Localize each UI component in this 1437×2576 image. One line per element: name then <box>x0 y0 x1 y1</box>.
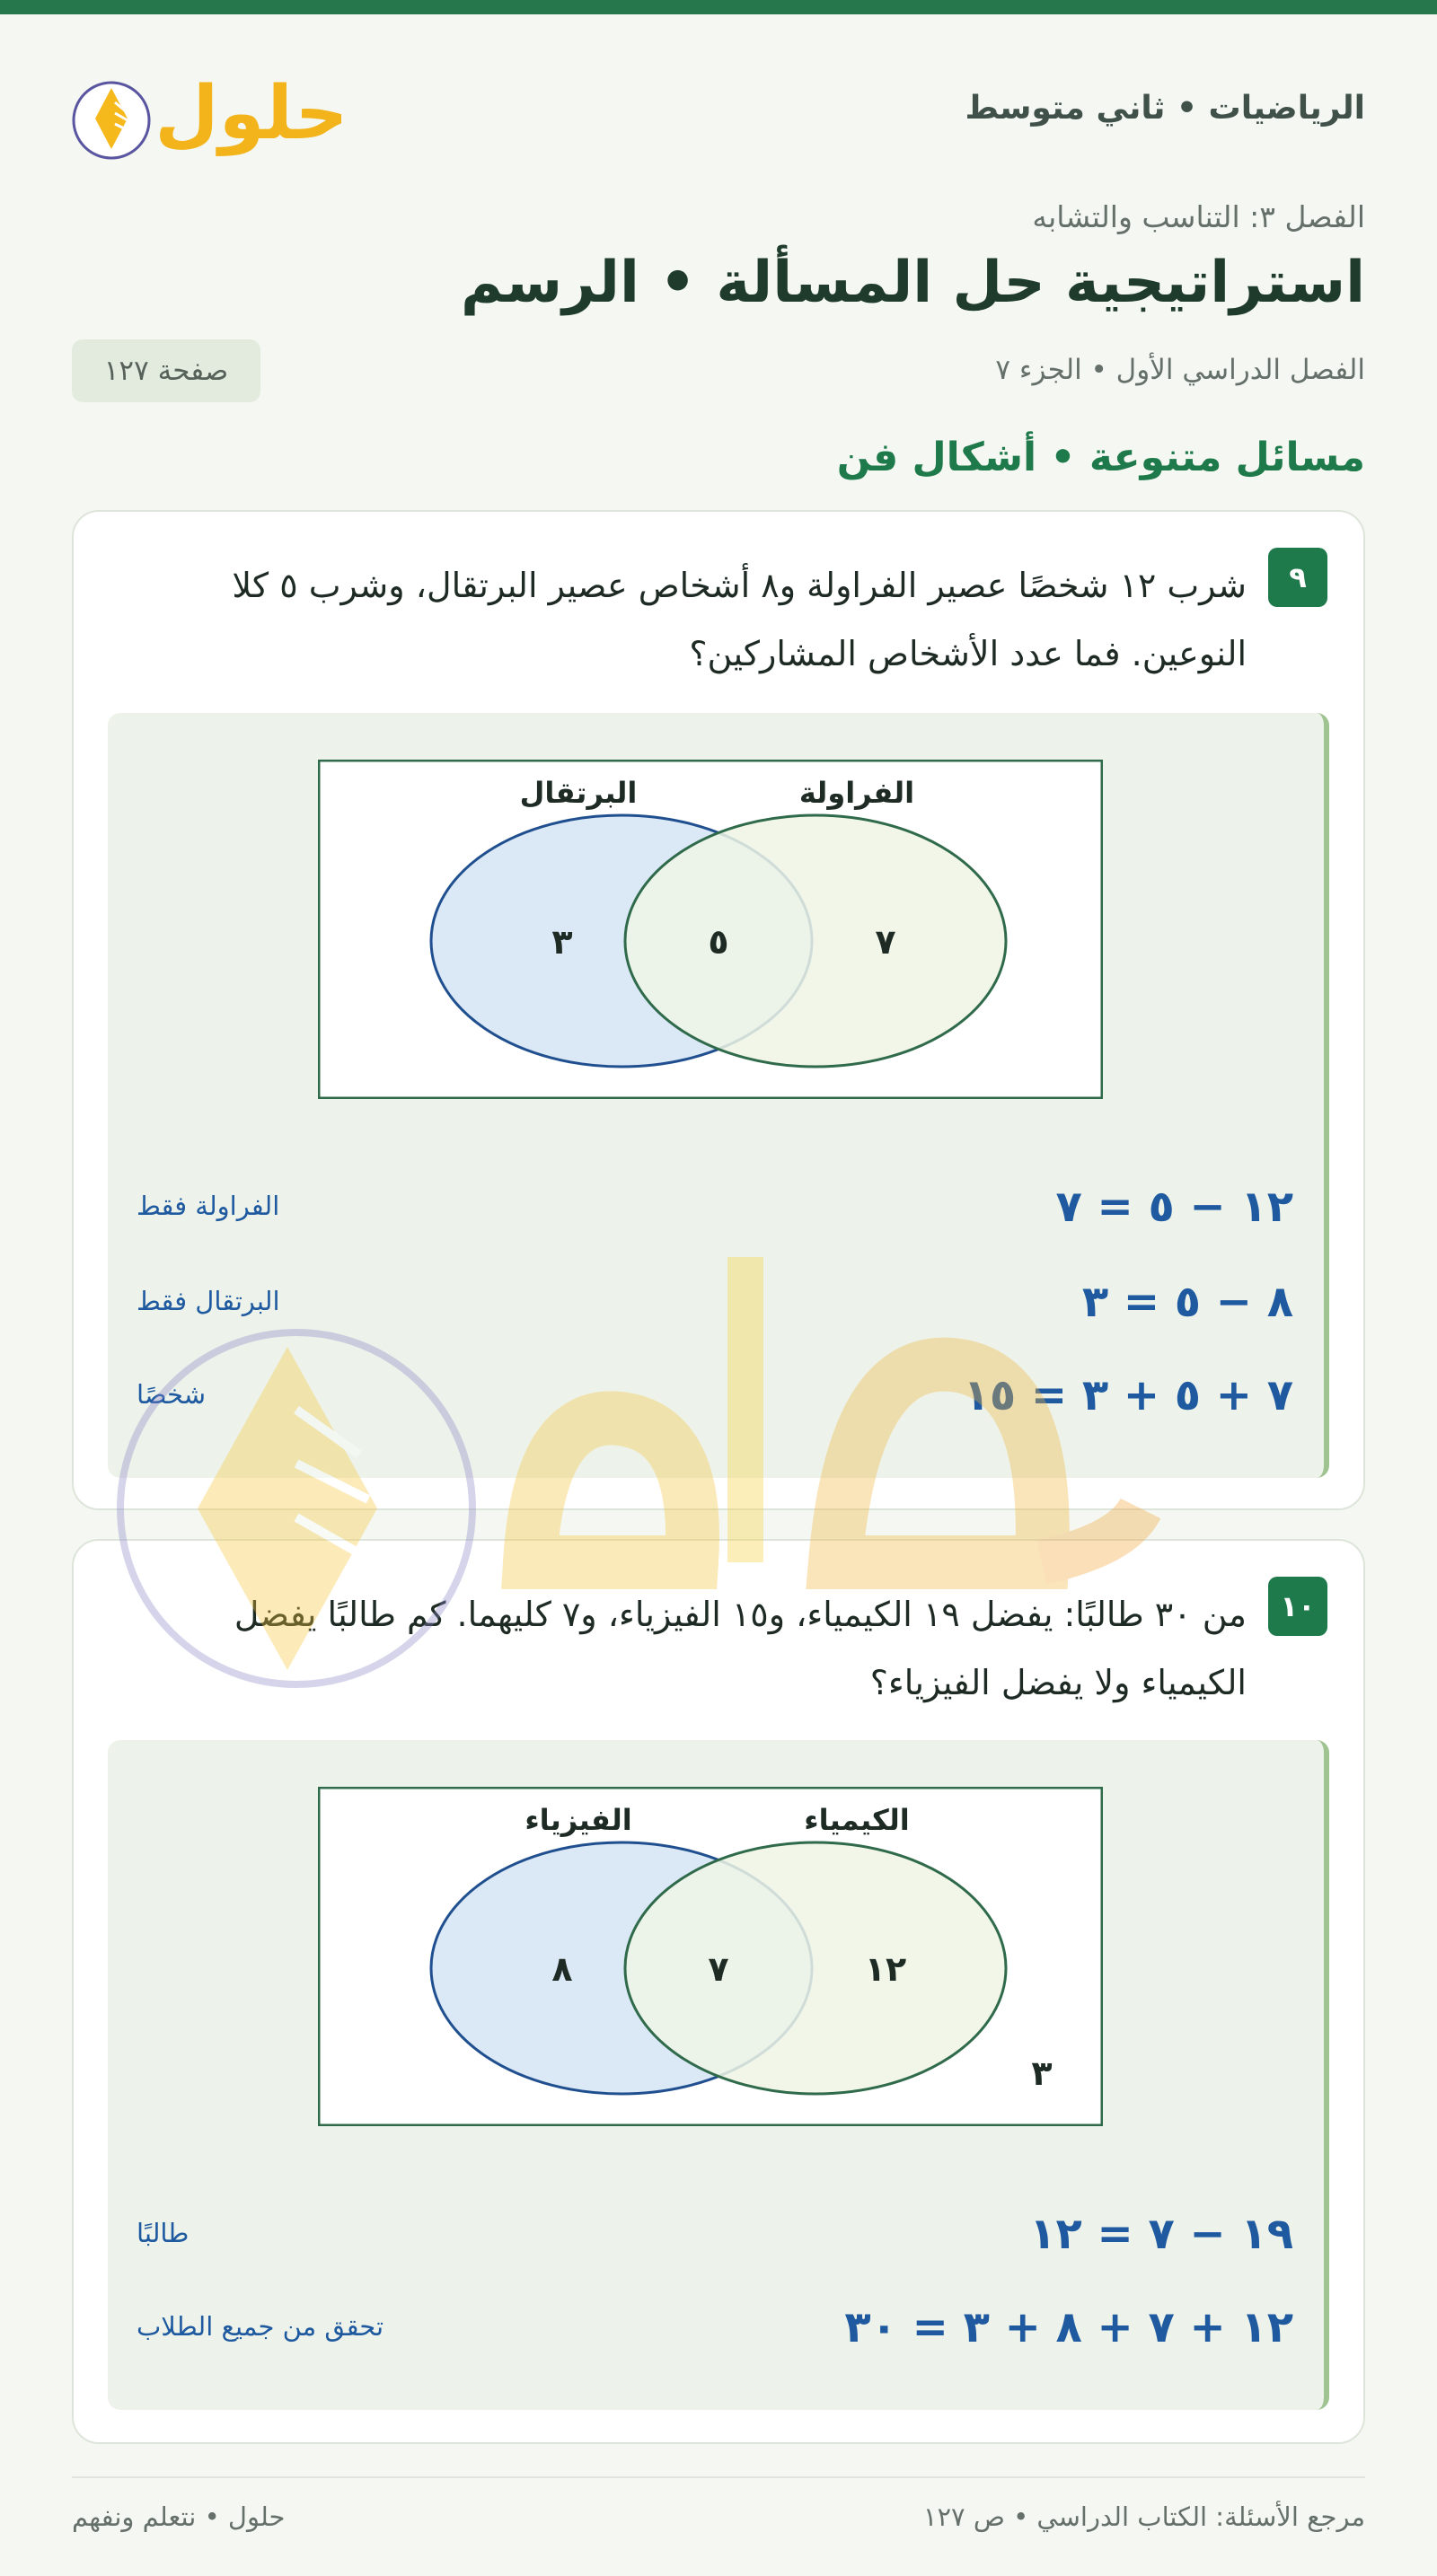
term-label: الفصل الدراسي الأول • الجزء ٧ <box>995 354 1365 386</box>
footer-reference: مرجع الأسئلة: الكتاب الدراسي • ص ١٢٧ <box>922 2501 1365 2532</box>
page-number-badge: صفحة ١٢٧ <box>72 339 260 402</box>
solution-panel <box>108 1740 1329 2410</box>
solution-note: شخصًا <box>137 1379 207 1410</box>
venn-both-value: ٧ <box>708 1949 729 1989</box>
problem-question: من ٣٠ طالبًا: يفضل ١٩ الكيمياء، و١٥ الفيزياء، و٧ كليهما. كم طالبًا يفضل الكيمياء ولا يفضل الفيزياء؟ <box>234 1595 1247 1702</box>
venn-right-label: الفراولة <box>798 776 915 810</box>
brand-logo[interactable] <box>72 59 341 167</box>
problem-number: ١٠ <box>1268 1577 1327 1636</box>
subject-label: الرياضيات • ثاني متوسط <box>965 90 1365 127</box>
venn-left-label: البرتقال <box>519 776 638 810</box>
logo-icon <box>72 59 341 167</box>
problem-card-9 <box>72 510 1365 1510</box>
venn-right-label: الكيمياء <box>804 1803 910 1837</box>
venn-right-circle <box>625 815 1006 1067</box>
problem-number: ٩ <box>1268 548 1327 607</box>
venn-both-value: ٥ <box>708 922 729 962</box>
problem-question: شرب ١٢ شخصًا عصير الفراولة و٨ أشخاص عصير البرتقال، وشرب ٥ كلا النوعين. فما عدد الأشخاص المشاركين؟ <box>232 566 1247 673</box>
venn-outside-value: ٣ <box>1031 2053 1053 2093</box>
solution-equation: ٨ − ٥ = ٣ <box>1081 1277 1293 1327</box>
footer-divider <box>72 2476 1365 2478</box>
solution-note: الفراولة فقط <box>137 1191 280 1221</box>
venn-diagram <box>318 1787 1103 2126</box>
solution-equation: ١٩ − ٧ = ١٢ <box>1029 2209 1293 2259</box>
venn-right-only-value: ٧ <box>875 922 896 962</box>
page-header <box>72 54 1365 171</box>
chapter-label: الفصل ٣: التناسب والتشابه <box>1032 199 1365 234</box>
venn-right-circle <box>625 1842 1006 2094</box>
solution-note: البرتقال فقط <box>137 1286 280 1316</box>
venn-diagram <box>318 760 1103 1099</box>
solution-note: تحقق من جميع الطلاب <box>137 2311 384 2342</box>
problem-card-10 <box>72 1539 1365 2444</box>
solution-panel <box>108 713 1329 1478</box>
venn-left-only-value: ٨ <box>551 1949 573 1989</box>
venn-left-only-value: ٣ <box>551 922 573 962</box>
top-accent-bar <box>0 0 1437 14</box>
solution-equation: ١٢ + ٧ + ٨ + ٣ = ٣٠ <box>844 2302 1293 2352</box>
footer-brand: حلول • نتعلم ونفهم <box>72 2501 286 2532</box>
solution-equation: ٧ + ٥ + ٣ = ١٥ <box>963 1370 1293 1420</box>
page-title: استراتيجية حل المسألة • الرسم <box>460 250 1365 316</box>
section-title: مسائل متنوعة • أشكال فن <box>836 435 1365 480</box>
solution-note: طالبًا <box>137 2218 190 2248</box>
venn-left-label: الفيزياء <box>525 1803 632 1837</box>
venn-right-only-value: ١٢ <box>864 1949 907 1989</box>
solution-equation: ١٢ − ٥ = ٧ <box>1055 1182 1293 1232</box>
logo-wordmark: حلول <box>154 71 341 156</box>
